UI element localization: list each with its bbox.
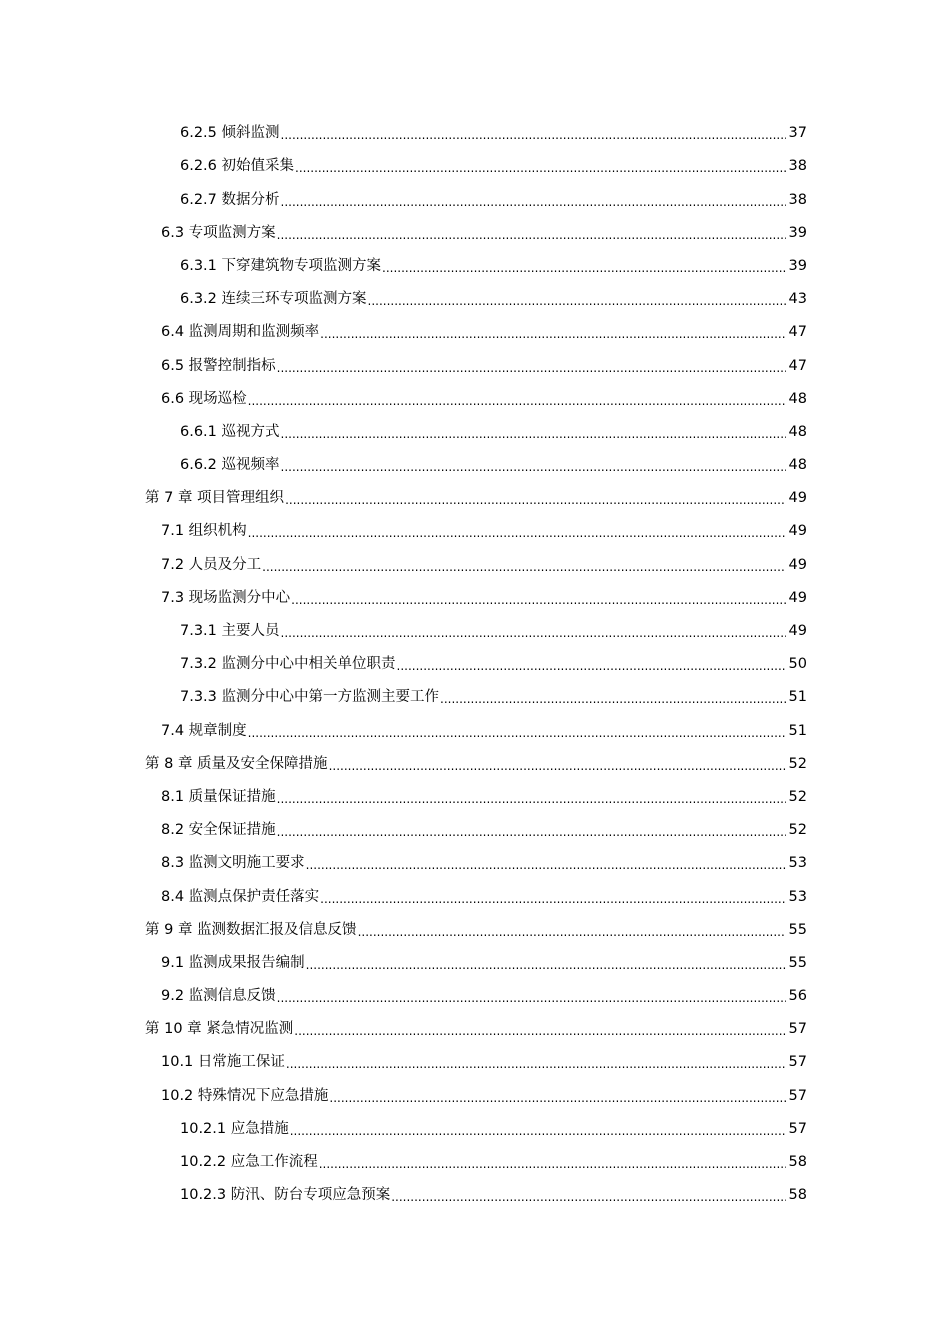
toc-dot-leader (397, 658, 786, 674)
toc-entry-title: 6.6.2 巡视频率 (180, 457, 280, 474)
toc-page-number: 49 (788, 490, 807, 507)
toc-entry-title: 6.4 监测周期和监测频率 (161, 324, 320, 341)
toc-entry[interactable] (0, 243, 950, 276)
toc-page-number: 37 (788, 125, 807, 142)
toc-page-number: 55 (788, 921, 807, 938)
toc-entry-title: 8.3 监测文明施工要求 (161, 855, 305, 872)
toc-entry[interactable] (0, 475, 950, 508)
toc-entry-title: 第 7 章 项目管理组织 (145, 490, 285, 507)
toc-entry[interactable] (0, 309, 950, 342)
toc-entry[interactable] (0, 276, 950, 309)
toc-entry[interactable] (0, 873, 950, 906)
toc-dot-leader (281, 127, 786, 143)
toc-entry[interactable] (0, 907, 950, 940)
toc-dot-leader (248, 393, 786, 409)
toc-entry-title: 10.2 特殊情况下应急措施 (161, 1087, 329, 1104)
toc-entry-title: 6.6 现场巡检 (161, 390, 247, 407)
toc-entry-title: 第 8 章 质量及安全保障措施 (145, 755, 328, 772)
toc-dot-leader (319, 1156, 786, 1172)
toc-dot-leader (277, 227, 786, 243)
toc-page-number: 48 (788, 390, 807, 407)
toc-entry-title: 6.2.5 倾斜监测 (180, 125, 280, 142)
toc-entry[interactable] (0, 442, 950, 475)
toc-page-number: 49 (788, 623, 807, 639)
toc-entry-title: 7.3.1 主要人员 (180, 623, 280, 639)
toc-entry[interactable] (0, 376, 950, 409)
toc-entry[interactable] (0, 508, 950, 541)
toc-page-number: 39 (788, 257, 807, 274)
toc-page-number: 55 (788, 954, 807, 971)
toc-entry[interactable] (0, 1172, 950, 1205)
toc-dot-leader (290, 1123, 786, 1139)
toc-entry[interactable] (0, 1106, 950, 1139)
toc-page-number: 47 (788, 357, 807, 374)
toc-dot-leader (277, 824, 786, 840)
toc-dot-leader (277, 791, 786, 807)
toc-page-number: 49 (788, 523, 807, 540)
toc-entry[interactable] (0, 210, 950, 243)
toc-dot-leader (277, 990, 786, 1006)
toc-dot-leader (306, 957, 786, 973)
toc-entry[interactable] (0, 608, 950, 641)
toc-page-number: 53 (788, 888, 807, 905)
toc-page-number: 38 (788, 158, 807, 175)
toc-page-number: 57 (788, 1054, 807, 1071)
toc-page-number: 47 (788, 324, 807, 341)
toc-entry[interactable] (0, 1039, 950, 1072)
toc-page-number: 39 (788, 224, 807, 241)
toc-entry[interactable] (0, 1072, 950, 1105)
toc-entry[interactable] (0, 1139, 950, 1172)
toc-page-number: 52 (788, 788, 807, 805)
toc-dot-leader (368, 293, 786, 309)
toc-entry-title: 7.3.3 监测分中心中第一方监测主要工作 (180, 689, 440, 706)
toc-dot-leader (281, 194, 786, 210)
toc-dot-leader (281, 459, 786, 475)
toc-dot-leader (281, 625, 786, 641)
toc-entry[interactable] (0, 342, 950, 375)
toc-entry-title: 10.1 日常施工保证 (161, 1054, 285, 1071)
toc-entry-title: 6.2.6 初始值采集 (180, 158, 295, 175)
toc-entry-title: 9.2 监测信息反馈 (161, 988, 276, 1005)
toc-entry[interactable] (0, 807, 950, 840)
toc-dot-leader (320, 891, 786, 907)
toc-entry[interactable] (0, 541, 950, 574)
toc-dot-leader (382, 260, 786, 276)
toc-page-number: 51 (788, 722, 807, 739)
toc-entry-title: 6.2.7 数据分析 (180, 191, 280, 208)
toc-entry[interactable] (0, 641, 950, 674)
toc-dot-leader (306, 857, 786, 873)
toc-dot-leader (248, 525, 786, 541)
toc-entry-title: 10.2.2 应急工作流程 (180, 1154, 318, 1170)
toc-entry-title: 8.1 质量保证措施 (161, 788, 276, 805)
toc-entry-title: 6.3.2 连续三环专项监测方案 (180, 291, 367, 308)
toc-entry-list (0, 110, 950, 1205)
toc-dot-leader (391, 1189, 786, 1205)
toc-page-number: 50 (788, 656, 807, 673)
toc-page-number: 57 (788, 1087, 807, 1104)
toc-entry-title: 9.1 监测成果报告编制 (161, 954, 305, 971)
toc-dot-leader (294, 1023, 786, 1039)
toc-entry-title: 6.3 专项监测方案 (161, 224, 276, 241)
toc-dot-leader (329, 1090, 786, 1106)
toc-dot-leader (440, 691, 786, 707)
toc-entry[interactable] (0, 674, 950, 707)
toc-page-number: 57 (788, 1120, 807, 1137)
toc-entry-title: 8.4 监测点保护责任落实 (161, 888, 320, 905)
toc-dot-leader (286, 1056, 786, 1072)
toc-entry[interactable] (0, 1006, 950, 1039)
toc-page-number: 48 (788, 457, 807, 474)
toc-entry[interactable] (0, 176, 950, 209)
toc-entry[interactable] (0, 774, 950, 807)
toc-dot-leader (285, 492, 786, 508)
toc-entry-title: 6.5 报警控制指标 (161, 357, 276, 374)
toc-dot-leader (281, 426, 786, 442)
toc-entry-title: 7.3.2 监测分中心中相关单位职责 (180, 656, 396, 673)
toc-entry-title: 7.3 现场监测分中心 (161, 589, 291, 606)
toc-entry-title: 10.2.3 防汛、防台专项应急预案 (180, 1187, 391, 1204)
toc-dot-leader (248, 725, 786, 741)
toc-entry-title: 10.2.1 应急措施 (180, 1120, 289, 1137)
toc-page-number: 58 (788, 1187, 807, 1204)
toc-page-number: 38 (788, 191, 807, 208)
toc-page-number: 52 (788, 822, 807, 839)
toc-entry-title: 7.2 人员及分工 (161, 556, 262, 573)
toc-entry-title: 第 9 章 监测数据汇报及信息反馈 (145, 921, 357, 938)
toc-entry-title: 7.1 组织机构 (161, 523, 247, 540)
toc-page-number: 43 (788, 291, 807, 308)
toc-entry[interactable] (0, 143, 950, 176)
toc-entry-title: 6.6.1 巡视方式 (180, 423, 280, 440)
toc-page-number: 57 (788, 1021, 807, 1038)
toc-entry[interactable] (0, 973, 950, 1006)
toc-page-number: 48 (788, 423, 807, 440)
toc-page-number: 52 (788, 755, 807, 772)
toc-entry[interactable] (0, 940, 950, 973)
toc-entry[interactable] (0, 409, 950, 442)
toc-page-number: 56 (788, 988, 807, 1005)
toc-entry[interactable] (0, 707, 950, 740)
toc-entry[interactable] (0, 741, 950, 774)
toc-entry-title: 第 10 章 紧急情况监测 (145, 1021, 294, 1038)
toc-entry[interactable] (0, 575, 950, 608)
toc-dot-leader (295, 160, 786, 176)
toc-dot-leader (329, 758, 786, 774)
toc-page-number: 51 (788, 689, 807, 706)
toc-page-number: 49 (788, 556, 807, 573)
toc-entry[interactable] (0, 110, 950, 143)
toc-page-number: 49 (788, 589, 807, 606)
toc-page-number: 53 (788, 855, 807, 872)
table-of-contents (0, 110, 950, 1205)
toc-dot-leader (262, 559, 786, 575)
toc-entry[interactable] (0, 840, 950, 873)
toc-entry-title: 6.3.1 下穿建筑物专项监测方案 (180, 257, 382, 274)
toc-dot-leader (277, 360, 786, 376)
toc-dot-leader (320, 326, 786, 342)
toc-dot-leader (358, 924, 786, 940)
toc-entry-title: 8.2 安全保证措施 (161, 822, 276, 839)
toc-page-number: 58 (788, 1154, 807, 1170)
toc-entry-title: 7.4 规章制度 (161, 722, 247, 739)
toc-dot-leader (291, 592, 786, 608)
